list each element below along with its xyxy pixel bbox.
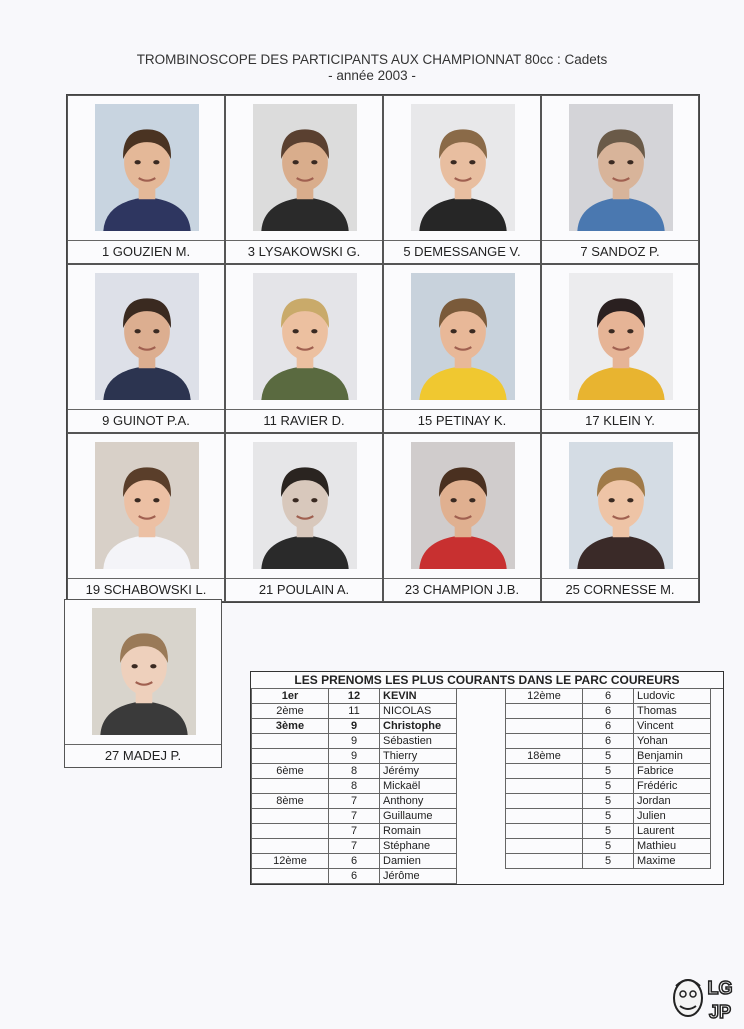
rank-cell — [252, 749, 329, 764]
count-cell: 8 — [329, 764, 380, 779]
name-row — [252, 839, 457, 854]
rank-cell — [252, 824, 329, 839]
name-row — [506, 839, 711, 854]
participant-card — [67, 95, 225, 264]
participant-photo — [569, 273, 673, 400]
participant-photo — [92, 608, 196, 735]
participant-caption: 17 KLEIN Y. — [542, 409, 698, 432]
rank-cell — [252, 779, 329, 794]
participant-card — [383, 433, 541, 602]
participant-photo — [411, 442, 515, 569]
first-names-table — [250, 671, 724, 885]
rank-cell: 1er — [252, 689, 329, 704]
name-row — [506, 794, 711, 809]
count-cell: 6 — [583, 734, 634, 749]
name-row — [252, 869, 457, 884]
name-row — [252, 809, 457, 824]
name-row — [252, 689, 457, 704]
name-cell: KEVIN — [380, 689, 457, 704]
participant-photo — [95, 442, 199, 569]
count-cell: 7 — [329, 809, 380, 824]
rank-cell — [506, 779, 583, 794]
rank-cell: 8ème — [252, 794, 329, 809]
participant-caption: 15 PETINAY K. — [384, 409, 540, 432]
name-row — [506, 689, 711, 704]
portrait-icon — [253, 442, 357, 569]
name-row — [506, 779, 711, 794]
name-row — [252, 779, 457, 794]
rank-cell — [506, 794, 583, 809]
portrait-icon — [411, 104, 515, 231]
name-cell: Vincent — [634, 719, 711, 734]
name-row — [506, 764, 711, 779]
name-row — [252, 824, 457, 839]
participant-caption: 7 SANDOZ P. — [542, 240, 698, 263]
portrait-icon — [253, 104, 357, 231]
portrait-icon — [95, 442, 199, 569]
name-row — [506, 854, 711, 869]
name-cell: Mickaël — [380, 779, 457, 794]
count-cell: 9 — [329, 734, 380, 749]
name-cell: Thomas — [634, 704, 711, 719]
count-cell: 9 — [329, 719, 380, 734]
participant-caption: 3 LYSAKOWSKI G. — [226, 240, 382, 263]
participant-card — [541, 95, 699, 264]
participant-caption: 27 MADEJ P. — [65, 744, 221, 767]
name-row — [252, 704, 457, 719]
participant-grid — [66, 94, 700, 603]
name-cell: Jordan — [634, 794, 711, 809]
name-cell: Jérémy — [380, 764, 457, 779]
participant-caption: 25 CORNESSE M. — [542, 578, 698, 601]
portrait-icon — [95, 104, 199, 231]
first-names-title: LES PRENOMS LES PLUS COURANTS DANS LE PARC COUREURS — [251, 672, 723, 689]
count-cell: 5 — [583, 779, 634, 794]
participant-photo — [253, 273, 357, 400]
first-names-table-left — [251, 688, 457, 884]
count-cell: 5 — [583, 809, 634, 824]
rank-cell — [506, 824, 583, 839]
name-row — [506, 809, 711, 824]
logo-text-2: JP — [708, 1002, 732, 1022]
rank-cell: 12ème — [506, 689, 583, 704]
count-cell: 5 — [583, 764, 634, 779]
participant-caption: 19 SCHABOWSKI L. — [68, 578, 224, 601]
participant-photo — [95, 273, 199, 400]
participant-card — [383, 95, 541, 264]
name-cell: Damien — [380, 854, 457, 869]
participant-card — [67, 433, 225, 602]
name-cell: Jérôme — [380, 869, 457, 884]
participant-photo — [569, 104, 673, 231]
lgjp-logo — [668, 972, 740, 1024]
count-cell: 6 — [329, 869, 380, 884]
name-cell: Benjamin — [634, 749, 711, 764]
participant-card-extra — [64, 599, 222, 768]
participant-card — [541, 264, 699, 433]
name-cell: Guillaume — [380, 809, 457, 824]
count-cell: 8 — [329, 779, 380, 794]
participant-caption: 5 DEMESSANGE V. — [384, 240, 540, 263]
count-cell: 6 — [583, 704, 634, 719]
count-cell: 6 — [329, 854, 380, 869]
first-names-table-right — [505, 688, 711, 869]
name-cell: Fabrice — [634, 764, 711, 779]
name-cell: Thierry — [380, 749, 457, 764]
count-cell: 12 — [329, 689, 380, 704]
name-cell: Yohan — [634, 734, 711, 749]
rank-cell — [506, 734, 583, 749]
count-cell: 5 — [583, 794, 634, 809]
participant-photo — [253, 442, 357, 569]
name-cell: Julien — [634, 809, 711, 824]
rank-cell: 2ème — [252, 704, 329, 719]
count-cell: 7 — [329, 839, 380, 854]
participant-caption: 21 POULAIN A. — [226, 578, 382, 601]
name-row — [506, 719, 711, 734]
participant-card — [225, 264, 383, 433]
portrait-icon — [95, 273, 199, 400]
name-cell: Romain — [380, 824, 457, 839]
participant-photo — [411, 273, 515, 400]
name-cell: Christophe — [380, 719, 457, 734]
count-cell: 9 — [329, 749, 380, 764]
caricature-icon — [668, 972, 740, 1024]
portrait-icon — [92, 608, 196, 735]
rank-cell — [506, 809, 583, 824]
rank-cell — [252, 809, 329, 824]
participant-photo — [411, 104, 515, 231]
participant-caption: 23 CHAMPION J.B. — [384, 578, 540, 601]
portrait-icon — [569, 104, 673, 231]
name-row — [252, 734, 457, 749]
participant-photo — [569, 442, 673, 569]
participant-card — [225, 95, 383, 264]
name-row — [506, 734, 711, 749]
name-cell: Frédéric — [634, 779, 711, 794]
participant-card — [67, 264, 225, 433]
count-cell: 5 — [583, 824, 634, 839]
document-title — [0, 52, 744, 84]
name-cell: Mathieu — [634, 839, 711, 854]
count-cell: 11 — [329, 704, 380, 719]
name-cell: Maxime — [634, 854, 711, 869]
rank-cell — [506, 854, 583, 869]
name-cell: NICOLAS — [380, 704, 457, 719]
participant-card — [383, 264, 541, 433]
title-line-1: TROMBINOSCOPE DES PARTICIPANTS AUX CHAMPIONNAT 80cc : Cadets — [136, 52, 608, 67]
rank-cell — [506, 704, 583, 719]
name-cell: Stéphane — [380, 839, 457, 854]
name-row — [252, 764, 457, 779]
portrait-icon — [569, 442, 673, 569]
rank-cell — [506, 764, 583, 779]
name-row — [252, 794, 457, 809]
name-row — [252, 749, 457, 764]
participant-card — [541, 433, 699, 602]
portrait-icon — [569, 273, 673, 400]
participant-photo — [95, 104, 199, 231]
rank-cell — [252, 734, 329, 749]
rank-cell: 3ème — [252, 719, 329, 734]
portrait-icon — [411, 442, 515, 569]
name-cell: Laurent — [634, 824, 711, 839]
count-cell: 5 — [583, 839, 634, 854]
count-cell: 6 — [583, 689, 634, 704]
rank-cell: 18ème — [506, 749, 583, 764]
rank-cell: 6ème — [252, 764, 329, 779]
rank-cell — [252, 839, 329, 854]
count-cell: 7 — [329, 824, 380, 839]
rank-cell — [506, 839, 583, 854]
title-line-2: - année 2003 - — [328, 68, 416, 83]
logo-text-1: LG — [707, 978, 733, 998]
name-row — [506, 749, 711, 764]
count-cell: 7 — [329, 794, 380, 809]
name-row — [252, 854, 457, 869]
participant-caption: 9 GUINOT P.A. — [68, 409, 224, 432]
participant-caption: 11 RAVIER D. — [226, 409, 382, 432]
name-cell: Ludovic — [634, 689, 711, 704]
count-cell: 5 — [583, 854, 634, 869]
count-cell: 6 — [583, 719, 634, 734]
portrait-icon — [411, 273, 515, 400]
participant-photo — [253, 104, 357, 231]
participant-card — [225, 433, 383, 602]
portrait-icon — [253, 273, 357, 400]
rank-cell — [506, 719, 583, 734]
name-cell: Anthony — [380, 794, 457, 809]
name-row — [506, 824, 711, 839]
name-row — [252, 719, 457, 734]
rank-cell — [252, 869, 329, 884]
name-row — [506, 704, 711, 719]
participant-caption: 1 GOUZIEN M. — [68, 240, 224, 263]
rank-cell: 12ème — [252, 854, 329, 869]
name-cell: Sébastien — [380, 734, 457, 749]
count-cell: 5 — [583, 749, 634, 764]
